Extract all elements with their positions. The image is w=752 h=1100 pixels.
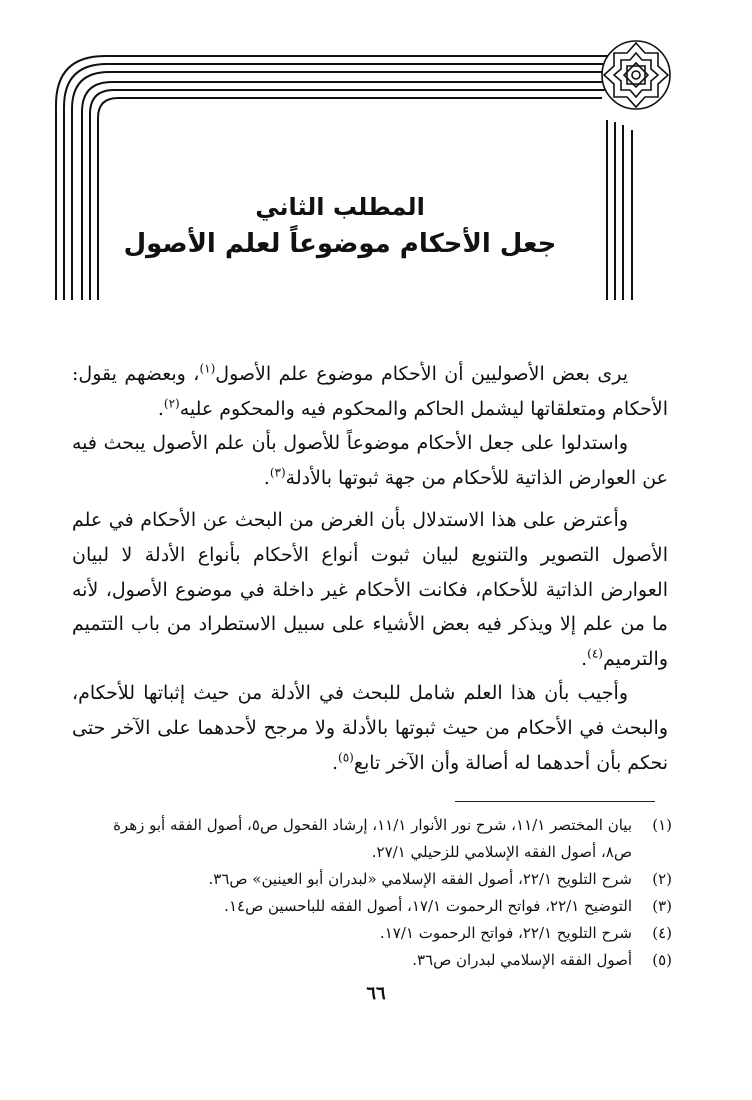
footnotes [80,812,672,974]
footnote-number: (٢) [652,870,672,888]
footnote-text: شرح التلويح ٢٢/١، أصول الفقه الإسلامي «لبدران أبو العينين» ص٣٦. [208,870,632,888]
paragraph-text: . [263,466,270,489]
section-subtitle: جعل الأحكام موضوعاً لعلم الأصول [123,229,557,259]
paragraph-2 [72,426,668,495]
paragraph-text: . [581,647,588,670]
paragraph-text: وأجيب بأن هذا العلم شامل للبحث في الأدلة من حيث إثباتها للأحكام، والبحث في الأحكام من حيث ثبوتها بالأدلة ولا مرجح لأحدهما على الآخر حتى نحكم بأن أحدهما له أصالة وأن الآخر تابع [72,682,668,774]
footnote-item [80,947,672,974]
paragraph-3 [72,503,668,676]
footnote-number: (٤) [652,924,672,942]
footnote-item [80,893,672,920]
star-ornament-icon [602,41,670,109]
section-title: المطلب الثاني [255,193,425,221]
footnote-ref: (٥) [338,750,354,765]
footnote-number: (٣) [652,897,672,915]
footnote-item [80,812,672,866]
body-text [72,357,668,780]
footnote-text: شرح التلويح ٢٢/١، فواتح الرحموت ١٧/١. [379,924,632,942]
paragraph-text: يرى بعض الأصوليين أن الأحكام موضوع علم الأصول [215,363,628,385]
paragraph-text: . [331,751,338,774]
paragraph-text: . [157,397,164,420]
footnote-text: بيان المختصر ١١/١، شرح نور الأنوار ١١/١، إرشاد الفحول ص٥، أصول الفقه أبو زهرة ص٨، أصول الفقه الإسلامي للزحيلي ٢٧/١. [113,816,632,861]
footnote-item [80,920,672,947]
footnote-item [80,866,672,893]
paragraph-4 [72,676,668,780]
paragraph-1 [72,357,668,426]
footnote-number: (٥) [652,951,672,969]
footnote-text: التوضيح ٢٢/١، فواتح الرحموت ١٧/١، أصول الفقه للباحسين ص١٤. [224,897,632,915]
footnote-divider [455,801,655,802]
footnote-ref: (٢) [163,396,180,411]
page-number: ٦٦ [366,983,386,1004]
footnote-ref: (٣) [269,465,286,480]
paragraph-text: واستدلوا على جعل الأحكام موضوعاً للأصول بأن علم الأصول يبحث فيه عن العوارض الذاتية للأحكام من جهة ثبوتها بالأدلة [72,432,668,489]
footnote-ref: (١) [199,361,216,376]
paragraph-text: ، وبعضهم يقول: الأحكام ومتعلقاتها ليشمل الحاكم والمحكوم فيه والمحكوم عليه [72,363,668,420]
paragraph-text: وأعترض على هذا الاستدلال بأن الغرض من البحث عن الأحكام في علم الأصول التصوير والتنويع لبيان ثبوت أنواع الأحكام بأنواع الأدلة لا لبيان العوارض الذاتية للأحكام، فكانت الأحكام غير داخلة في موضوع الأصول، لأنه ما من علم إلا ويذكر فيه بعض الأشياء على سبيل الاستطراد من باب التتميم والترميم [72,509,668,670]
footnote-ref: (٤) [587,646,603,661]
footnote-text: أصول الفقه الإسلامي لبدران ص٣٦. [412,951,632,969]
footnote-number: (١) [652,816,672,834]
